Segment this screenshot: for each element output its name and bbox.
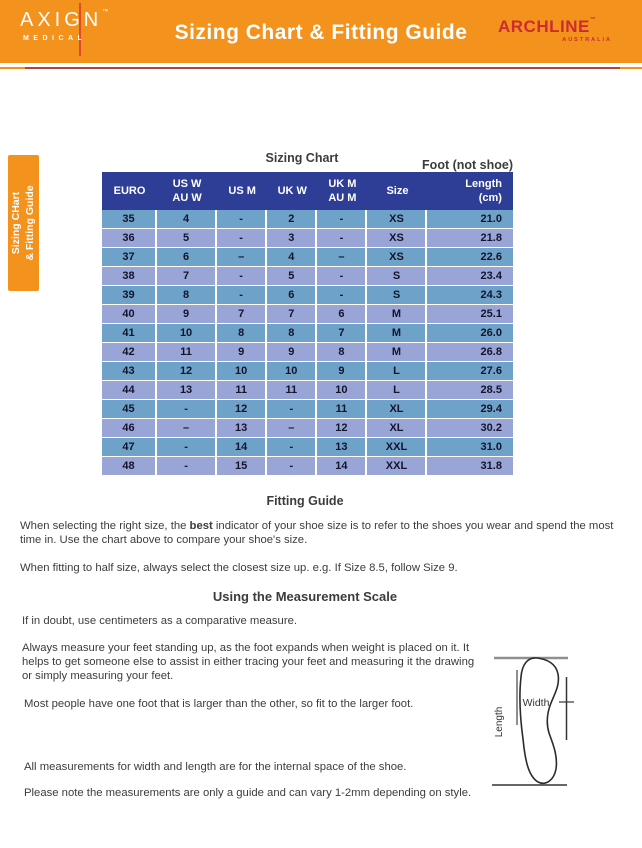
table-cell: XL	[367, 419, 427, 437]
table-cell: L	[367, 381, 427, 399]
table-cell: –	[267, 419, 317, 437]
fitting-guide-paragraph-2: When fitting to half size, always select the closest size up. e.g. If Size 8.5, follow Size 9.	[20, 562, 458, 574]
table-cell: M	[367, 324, 427, 342]
table-cell: 9	[267, 343, 317, 361]
measurement-paragraph-1: If in doubt, use centimeters as a comparative measure.	[22, 615, 298, 627]
column-header: US M	[228, 184, 256, 197]
table-cell: 8	[317, 343, 367, 361]
column-header: UK M AU M	[328, 177, 357, 204]
measurement-paragraph-2: Always measure your feet standing up, as the foot expands when weight is placed on it. It helps to get someone else to assist in either tracing your feet and measuring it the drawing or simply measuring your feet.	[22, 642, 475, 682]
width-label: Width	[522, 697, 550, 709]
table-cell: 22.6	[427, 248, 512, 266]
table-cell: S	[367, 267, 427, 285]
table-cell: -	[317, 210, 367, 228]
table-row	[102, 457, 513, 476]
foot-not-shoe-note: Foot (not shoe)	[422, 158, 513, 172]
table-cell: 46	[102, 419, 157, 437]
table-cell: 14	[217, 438, 267, 456]
table-row	[102, 286, 513, 305]
paragraph-bold-text: best	[189, 520, 213, 532]
archline-logo	[498, 17, 626, 43]
table-cell: 10	[157, 324, 217, 342]
table-cell: 7	[217, 305, 267, 323]
side-tab	[8, 155, 39, 291]
table-cell: M	[367, 343, 427, 361]
table-cell: 6	[317, 305, 367, 323]
table-row	[102, 267, 513, 286]
table-cell: 11	[217, 381, 267, 399]
paragraph-text: When selecting the right size, the	[20, 520, 190, 532]
table-cell: 13	[317, 438, 367, 456]
page-title: Sizing Chart & Fitting Guide	[174, 21, 468, 44]
table-header-row	[102, 172, 513, 210]
table-cell: -	[157, 400, 217, 418]
table-cell: 47	[102, 438, 157, 456]
table-cell: S	[367, 286, 427, 304]
table-row	[102, 381, 513, 400]
length-label: Length	[494, 706, 505, 738]
table-cell: XXL	[367, 457, 427, 475]
table-cell: 36	[102, 229, 157, 247]
archline-subtitle: AUSTRALIA	[562, 37, 612, 43]
table-cell: 9	[157, 305, 217, 323]
table-cell: -	[217, 229, 267, 247]
table-cell: XS	[367, 248, 427, 266]
sizing-table	[102, 172, 513, 476]
table-cell: XXL	[367, 438, 427, 456]
table-cell: 11	[157, 343, 217, 361]
axign-logo-text	[20, 9, 140, 32]
table-cell: 2	[267, 210, 317, 228]
table-cell: 6	[267, 286, 317, 304]
table-cell: 5	[157, 229, 217, 247]
table-cell: 10	[267, 362, 317, 380]
measurement-scale-heading: Using the Measurement Scale	[212, 589, 398, 604]
table-cell: 45	[102, 400, 157, 418]
measurement-paragraph-4: All measurements for width and length are for the internal space of the shoe.	[24, 761, 407, 773]
table-cell: 8	[217, 324, 267, 342]
table-cell: XL	[367, 400, 427, 418]
table-cell: 8	[267, 324, 317, 342]
table-cell: -	[157, 438, 217, 456]
table-cell: 27.6	[427, 362, 512, 380]
table-cell: -	[267, 400, 317, 418]
table-cell: 30.2	[427, 419, 512, 437]
archline-trademark: ™	[589, 17, 597, 23]
side-tab-line2: & Fitting Guide	[23, 185, 36, 261]
table-cell: 12	[317, 419, 367, 437]
archline-logo-text	[498, 17, 626, 37]
column-header: Length (cm)	[465, 177, 502, 204]
header-band	[0, 0, 642, 63]
table-cell: –	[157, 419, 217, 437]
table-cell: 8	[157, 286, 217, 304]
table-row	[102, 305, 513, 324]
column-header: Size	[386, 184, 409, 197]
table-row	[102, 419, 513, 438]
table-cell: 35	[102, 210, 157, 228]
table-cell: 40	[102, 305, 157, 323]
axign-trademark: ™	[102, 9, 109, 15]
table-cell: -	[317, 286, 367, 304]
table-cell: -	[317, 267, 367, 285]
table-cell: 38	[102, 267, 157, 285]
foot-measurement-diagram	[488, 645, 638, 800]
table-cell: 12	[217, 400, 267, 418]
table-cell: XS	[367, 229, 427, 247]
table-cell: 14	[317, 457, 367, 475]
table-cell: M	[367, 305, 427, 323]
table-cell: 7	[317, 324, 367, 342]
column-header: US W AU W	[172, 177, 202, 204]
column-header: UK W	[277, 184, 307, 197]
fitting-guide-heading: Fitting Guide	[266, 494, 344, 508]
table-cell: 4	[157, 210, 217, 228]
table-cell: 9	[217, 343, 267, 361]
table-cell: 9	[317, 362, 367, 380]
table-cell: XS	[367, 210, 427, 228]
table-cell: 6	[157, 248, 217, 266]
table-cell: -	[157, 457, 217, 475]
table-cell: 26.0	[427, 324, 512, 342]
table-cell: 13	[157, 381, 217, 399]
sizing-chart-title: Sizing Chart	[265, 151, 339, 165]
table-cell: 21.8	[427, 229, 512, 247]
side-tab-label	[8, 155, 39, 291]
table-cell: 5	[267, 267, 317, 285]
table-row	[102, 229, 513, 248]
header-rule	[0, 67, 642, 69]
table-cell: 10	[317, 381, 367, 399]
measurement-paragraph-3: Most people have one foot that is larger than the other, so fit to the larger foot.	[24, 698, 414, 710]
table-row	[102, 343, 513, 362]
table-cell: 7	[267, 305, 317, 323]
table-cell: 25.1	[427, 305, 512, 323]
table-row	[102, 438, 513, 457]
table-cell: -	[217, 210, 267, 228]
table-cell: 4	[267, 248, 317, 266]
table-cell: -	[267, 457, 317, 475]
foot-outline	[520, 658, 558, 783]
table-cell: -	[217, 267, 267, 285]
table-cell: 43	[102, 362, 157, 380]
table-cell: –	[317, 248, 367, 266]
side-tab-line1: Sizing CHart	[10, 191, 23, 255]
measurement-paragraph-5: Please note the measurements are only a guide and can vary 1-2mm depending on style.	[24, 787, 472, 799]
table-cell: 13	[217, 419, 267, 437]
table-cell: 10	[217, 362, 267, 380]
table-cell: 3	[267, 229, 317, 247]
table-cell: 31.8	[427, 457, 512, 475]
fitting-guide-paragraph-1	[20, 519, 620, 547]
table-cell: 23.4	[427, 267, 512, 285]
table-cell: 44	[102, 381, 157, 399]
table-cell: -	[317, 229, 367, 247]
table-cell: 11	[317, 400, 367, 418]
archline-name: ARCHLINE	[498, 17, 590, 36]
column-header: EURO	[113, 184, 146, 197]
table-cell: –	[217, 248, 267, 266]
table-cell: 21.0	[427, 210, 512, 228]
table-cell: 37	[102, 248, 157, 266]
table-cell: 15	[217, 457, 267, 475]
paragraph-text: indicator of your shoe size is to refer to the shoes you wear and spend the most time in. Use the chart above to compare your shoe's size.	[20, 520, 614, 546]
table-body	[102, 210, 513, 476]
table-cell: 42	[102, 343, 157, 361]
table-row	[102, 362, 513, 381]
table-cell: -	[217, 286, 267, 304]
table-cell: 41	[102, 324, 157, 342]
table-cell: -	[267, 438, 317, 456]
table-cell: 24.3	[427, 286, 512, 304]
axign-name: AXIGN	[20, 9, 103, 31]
table-row	[102, 248, 513, 267]
table-cell: 29.4	[427, 400, 512, 418]
table-cell: 31.0	[427, 438, 512, 456]
table-cell: 12	[157, 362, 217, 380]
table-cell: 7	[157, 267, 217, 285]
table-cell: 11	[267, 381, 317, 399]
table-cell: L	[367, 362, 427, 380]
table-row	[102, 324, 513, 343]
table-cell: 48	[102, 457, 157, 475]
table-row	[102, 400, 513, 419]
table-row	[102, 210, 513, 229]
table-cell: 39	[102, 286, 157, 304]
axign-subtitle: MEDICAL	[23, 35, 87, 42]
table-cell: 28.5	[427, 381, 512, 399]
table-cell: 26.8	[427, 343, 512, 361]
